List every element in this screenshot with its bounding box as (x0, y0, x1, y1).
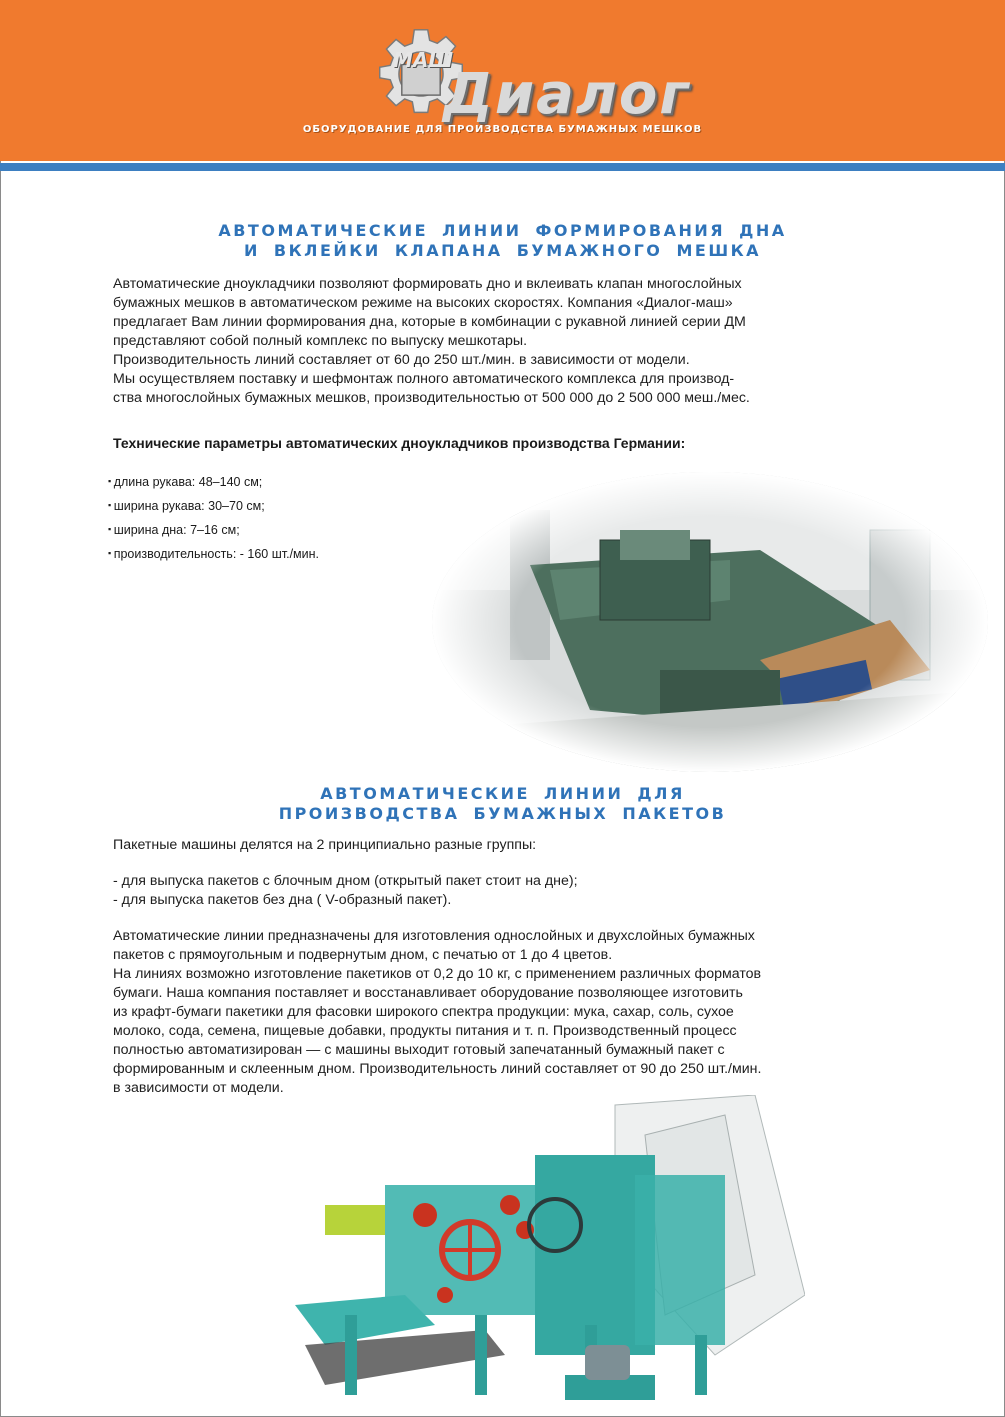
section2-title (0, 784, 1005, 824)
text-line: формированным и склеенным дном. Производительность линий составляет от 90 до 250 шт./мин. (113, 1061, 762, 1077)
text-line: Автоматические линии предназначены для изготовления однослойных и двухслойных бумажных (113, 928, 755, 944)
text-line: пакетов с прямоугольным и подвернутым дном, с печатью от 1 до 4 цветов. (113, 947, 613, 963)
section2-groups (113, 872, 903, 910)
list-item: ▪ производительность: - 160 шт./мин. (108, 542, 319, 566)
text-line: полностью автоматизирован — с машины выходит готовый запечатанный бумажный пакет с (113, 1042, 725, 1058)
text-line: бумаги. Наша компания поставляет и восстанавливает оборудование позволяющее изготовить (113, 985, 743, 1001)
header-tagline: ОБОРУДОВАНИЕ ДЛЯ ПРОИЗВОДСТВА БУМАЖНЫХ МЕШКОВ (302, 124, 703, 135)
bottom-forming-machine-photo (430, 470, 990, 775)
company-logo (365, 22, 691, 132)
text-line: Производительность линий составляет от 60 до 250 шт./мин. в зависимости от модели. (113, 352, 690, 368)
list-item: ▪ ширина дна: 7–16 см; (108, 518, 319, 542)
specs-list (108, 470, 319, 566)
list-item: ▪ ширина рукава: 30–70 см; (108, 494, 319, 518)
section2-intro (113, 836, 903, 855)
logo-brand-name: Диалог (443, 62, 691, 127)
section1-paragraph (113, 275, 903, 408)
text-line: в зависимости от модели. (113, 1080, 284, 1096)
list-item: ▪ длина рукава: 48–140 см; (108, 470, 319, 494)
paper-bag-machine-photo (285, 1095, 805, 1405)
text-line: молоко, сода, семена, пищевые добавки, продукты питания и т. п. Производственный процесс (113, 1023, 737, 1039)
text-line: Автоматические дноукладчики позволяют формировать дно и вклеивать клапан многослойных (113, 276, 742, 292)
text-line: - для выпуска пакетов без дна ( V-образный пакет). (113, 892, 452, 908)
section2-title-line2: ПРОИЗВОДСТВА БУМАЖНЫХ ПАКЕТОВ (278, 804, 727, 823)
text-line: ства многослойных бумажных мешков, производительностью от 500 000 до 2 500 000 меш./мес. (113, 390, 750, 406)
text-line: На линиях возможно изготовление пакетиков от 0,2 до 10 кг, с применением различных форматов (113, 966, 762, 982)
logo-mark-text: МАШ (393, 48, 454, 72)
text-line: Пакетные машины делятся на 2 принципиально разные группы: (113, 837, 537, 853)
section1-title-line1: АВТОМАТИЧЕСКИЕ ЛИНИИ ФОРМИРОВАНИЯ ДНА (218, 221, 787, 240)
header-banner (0, 0, 1005, 161)
section1-title-line2: И ВКЛЕЙКИ КЛАПАНА БУМАЖНОГО МЕШКА (243, 241, 762, 260)
section1-title (0, 221, 1005, 261)
specs-title: Технические параметры автоматических дноукладчиков производства Германии: (113, 435, 686, 451)
section2-title-line1: АВТОМАТИЧЕСКИЕ ЛИНИИ ДЛЯ (320, 784, 685, 803)
text-line: представляют собой полный комплекс по выпуску мешкотары. (113, 333, 528, 349)
text-line: предлагает Вам линии формирования дна, которые в комбинации с рукавной линией серии ДМ (113, 314, 746, 330)
text-line: из крафт-бумаги пакетики для фасовки широкого спектра продукции: мука, сахар, соль, сухое (113, 1004, 734, 1020)
section2-paragraph (113, 927, 903, 1098)
text-line: - для выпуска пакетов с блочным дном (открытый пакет стоит на дне); (113, 873, 578, 889)
header-divider (0, 163, 1005, 171)
text-line: бумажных мешков в автоматическом режиме на высоких скоростях. Компания «Диалог-маш» (113, 295, 733, 311)
text-line: Мы осуществляем поставку и шефмонтаж полного автоматического комплекса для производ- (113, 371, 735, 387)
